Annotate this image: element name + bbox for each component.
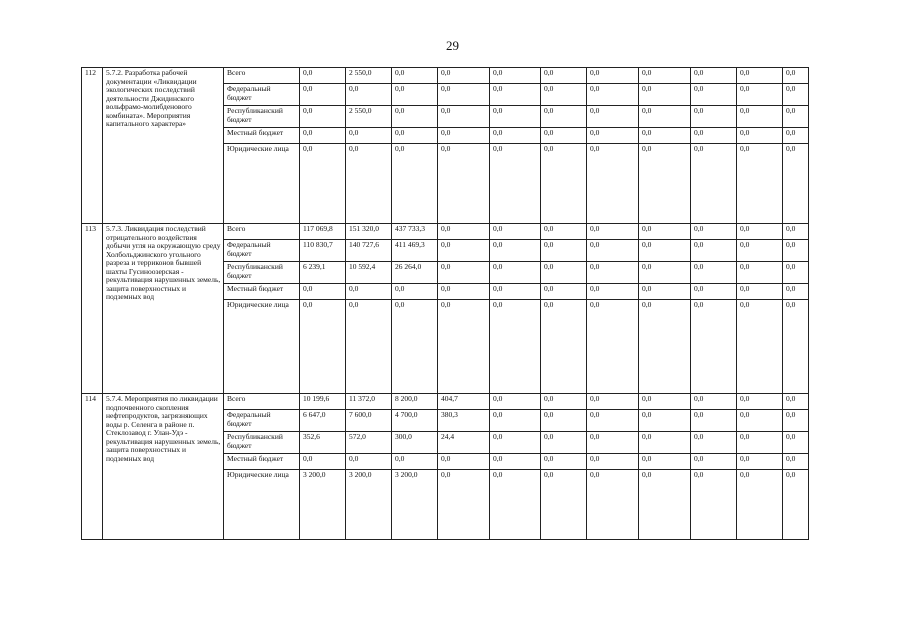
amount-cell: 0,0 — [639, 128, 691, 144]
amount-cell: 0,0 — [639, 300, 691, 394]
amount-cell: 0,0 — [541, 410, 587, 432]
amount-cell: 0,0 — [346, 84, 392, 106]
amount-cell: 0,0 — [392, 84, 438, 106]
amount-cell: 0,0 — [438, 68, 490, 84]
amount-cell: 6 239,1 — [300, 262, 346, 284]
amount-cell: 0,0 — [639, 454, 691, 470]
funding-source: Республиканский бюджет — [224, 262, 300, 284]
amount-cell: 0,0 — [490, 410, 541, 432]
amount-cell: 0,0 — [587, 454, 639, 470]
amount-cell: 0,0 — [783, 394, 809, 410]
amount-cell: 0,0 — [541, 84, 587, 106]
amount-cell: 0,0 — [691, 454, 737, 470]
amount-cell: 0,0 — [541, 144, 587, 224]
funding-source: Юридические лица — [224, 300, 300, 394]
amount-cell: 2 550,0 — [346, 106, 392, 128]
amount-cell: 0,0 — [300, 128, 346, 144]
table-row — [82, 394, 809, 410]
amount-cell: 0,0 — [737, 470, 783, 540]
row-number: 114 — [82, 394, 103, 540]
amount-cell: 0,0 — [300, 68, 346, 84]
amount-cell: 0,0 — [587, 262, 639, 284]
amount-cell: 0,0 — [737, 454, 783, 470]
amount-cell: 0,0 — [438, 128, 490, 144]
amount-cell: 0,0 — [438, 262, 490, 284]
amount-cell: 572,0 — [346, 432, 392, 454]
amount-cell: 0,0 — [300, 84, 346, 106]
amount-cell: 6 647,0 — [300, 410, 346, 432]
amount-cell: 0,0 — [691, 262, 737, 284]
amount-cell: 0,0 — [587, 300, 639, 394]
funding-source: Юридические лица — [224, 470, 300, 540]
row-number: 112 — [82, 68, 103, 224]
amount-cell: 0,0 — [587, 144, 639, 224]
amount-cell: 11 372,0 — [346, 394, 392, 410]
amount-cell: 352,6 — [300, 432, 346, 454]
amount-cell: 0,0 — [737, 262, 783, 284]
amount-cell: 0,0 — [346, 300, 392, 394]
amount-cell: 0,0 — [438, 454, 490, 470]
amount-cell: 0,0 — [639, 144, 691, 224]
funding-source: Федеральный бюджет — [224, 84, 300, 106]
amount-cell: 0,0 — [490, 240, 541, 262]
amount-cell: 0,0 — [490, 284, 541, 300]
amount-cell: 0,0 — [691, 394, 737, 410]
amount-cell: 0,0 — [691, 224, 737, 240]
amount-cell: 0,0 — [639, 394, 691, 410]
measure-name: 5.7.2. Разработка рабочей документации «Ликвидации экологических последствий деятельности Джидинского вольфрамо-молибденового комбината». Мероприятия капитального характера» — [103, 68, 224, 224]
funding-source: Федеральный бюджет — [224, 240, 300, 262]
amount-cell: 0,0 — [639, 410, 691, 432]
amount-cell: 0,0 — [639, 470, 691, 540]
amount-cell: 3 200,0 — [300, 470, 346, 540]
amount-cell: 0,0 — [490, 432, 541, 454]
funding-source: Местный бюджет — [224, 284, 300, 300]
amount-cell: 0,0 — [438, 470, 490, 540]
amount-cell: 0,0 — [392, 106, 438, 128]
amount-cell: 0,0 — [783, 262, 809, 284]
amount-cell: 0,0 — [587, 106, 639, 128]
amount-cell: 0,0 — [639, 262, 691, 284]
amount-cell: 0,0 — [639, 84, 691, 106]
amount-cell: 0,0 — [737, 300, 783, 394]
amount-cell: 0,0 — [691, 284, 737, 300]
amount-cell: 7 600,0 — [346, 410, 392, 432]
amount-cell: 0,0 — [691, 240, 737, 262]
amount-cell: 0,0 — [541, 284, 587, 300]
amount-cell: 0,0 — [392, 284, 438, 300]
amount-cell: 0,0 — [346, 454, 392, 470]
funding-source: Всего — [224, 68, 300, 84]
amount-cell: 0,0 — [541, 68, 587, 84]
amount-cell: 0,0 — [783, 432, 809, 454]
amount-cell: 0,0 — [639, 106, 691, 128]
amount-cell: 0,0 — [737, 410, 783, 432]
amount-cell: 110 830,7 — [300, 240, 346, 262]
amount-cell: 2 550,0 — [346, 68, 392, 84]
amount-cell: 0,0 — [541, 394, 587, 410]
funding-source: Местный бюджет — [224, 454, 300, 470]
amount-cell: 0,0 — [783, 128, 809, 144]
amount-cell: 0,0 — [639, 240, 691, 262]
amount-cell: 151 320,0 — [346, 224, 392, 240]
amount-cell: 0,0 — [346, 128, 392, 144]
amount-cell: 0,0 — [587, 84, 639, 106]
amount-cell: 0,0 — [587, 470, 639, 540]
amount-cell: 0,0 — [490, 394, 541, 410]
amount-cell: 0,0 — [737, 144, 783, 224]
amount-cell: 0,0 — [392, 454, 438, 470]
amount-cell: 0,0 — [691, 410, 737, 432]
amount-cell: 0,0 — [541, 106, 587, 128]
amount-cell: 0,0 — [587, 240, 639, 262]
funding-source: Юридические лица — [224, 144, 300, 224]
funding-source: Всего — [224, 224, 300, 240]
amount-cell: 0,0 — [438, 106, 490, 128]
measure-name: 5.7.3. Ликвидация последствий отрицательного воздействия добычи угля на окружающую среду Холбольджинского угольного разреза и терриконов бывшей шахты Гусиноозерская - рекультивация нарушенных земель, защита поверхностных и подземных вод — [103, 224, 224, 394]
table-row — [82, 224, 809, 240]
amount-cell: 0,0 — [737, 68, 783, 84]
amount-cell: 0,0 — [300, 284, 346, 300]
amount-cell: 0,0 — [490, 454, 541, 470]
amount-cell: 10 592,4 — [346, 262, 392, 284]
amount-cell: 0,0 — [587, 432, 639, 454]
amount-cell: 411 469,3 — [392, 240, 438, 262]
amount-cell: 0,0 — [541, 470, 587, 540]
amount-cell: 0,0 — [737, 394, 783, 410]
amount-cell: 0,0 — [783, 224, 809, 240]
amount-cell: 0,0 — [490, 470, 541, 540]
amount-cell: 0,0 — [691, 300, 737, 394]
funding-source: Всего — [224, 394, 300, 410]
amount-cell: 0,0 — [783, 284, 809, 300]
amount-cell: 0,0 — [490, 224, 541, 240]
amount-cell: 0,0 — [691, 128, 737, 144]
amount-cell: 0,0 — [541, 262, 587, 284]
amount-cell: 0,0 — [587, 224, 639, 240]
amount-cell: 0,0 — [639, 224, 691, 240]
amount-cell: 0,0 — [490, 128, 541, 144]
measure-name: 5.7.4. Мероприятия по ликвидации подпочвенного скопления нефтепродуктов, загрязняющих воды р. Селенга в районе п. Стеклозавод г. Улан-Удэ - рекультивация нарушенных земель, защита поверхностных и подземных вод — [103, 394, 224, 540]
amount-cell: 0,0 — [438, 300, 490, 394]
amount-cell: 0,0 — [783, 240, 809, 262]
amount-cell: 0,0 — [438, 284, 490, 300]
amount-cell: 0,0 — [438, 224, 490, 240]
amount-cell: 0,0 — [587, 128, 639, 144]
amount-cell: 0,0 — [737, 106, 783, 128]
amount-cell: 0,0 — [346, 144, 392, 224]
amount-cell: 0,0 — [300, 454, 346, 470]
amount-cell: 404,7 — [438, 394, 490, 410]
amount-cell: 0,0 — [783, 68, 809, 84]
amount-cell: 0,0 — [639, 68, 691, 84]
amount-cell: 8 200,0 — [392, 394, 438, 410]
amount-cell: 0,0 — [737, 128, 783, 144]
amount-cell: 0,0 — [691, 470, 737, 540]
funding-table — [81, 67, 809, 540]
amount-cell: 0,0 — [691, 144, 737, 224]
amount-cell: 0,0 — [783, 454, 809, 470]
row-number: 113 — [82, 224, 103, 394]
amount-cell: 140 727,6 — [346, 240, 392, 262]
amount-cell: 0,0 — [639, 432, 691, 454]
amount-cell: 0,0 — [783, 106, 809, 128]
amount-cell: 4 700,0 — [392, 410, 438, 432]
amount-cell: 0,0 — [541, 454, 587, 470]
amount-cell: 0,0 — [587, 68, 639, 84]
amount-cell: 0,0 — [392, 68, 438, 84]
amount-cell: 0,0 — [541, 432, 587, 454]
table-row — [82, 68, 809, 84]
amount-cell: 0,0 — [737, 284, 783, 300]
amount-cell: 0,0 — [691, 68, 737, 84]
amount-cell: 0,0 — [691, 432, 737, 454]
amount-cell: 0,0 — [587, 284, 639, 300]
amount-cell: 0,0 — [737, 432, 783, 454]
amount-cell: 0,0 — [783, 470, 809, 540]
amount-cell: 0,0 — [587, 410, 639, 432]
amount-cell: 380,3 — [438, 410, 490, 432]
amount-cell: 3 200,0 — [392, 470, 438, 540]
funding-source: Местный бюджет — [224, 128, 300, 144]
funding-source: Федеральный бюджет — [224, 410, 300, 432]
amount-cell: 0,0 — [438, 240, 490, 262]
amount-cell: 0,0 — [300, 300, 346, 394]
amount-cell: 0,0 — [490, 300, 541, 394]
amount-cell: 0,0 — [300, 106, 346, 128]
amount-cell: 0,0 — [737, 224, 783, 240]
amount-cell: 0,0 — [490, 262, 541, 284]
amount-cell: 117 069,8 — [300, 224, 346, 240]
amount-cell: 437 733,3 — [392, 224, 438, 240]
amount-cell: 10 199,6 — [300, 394, 346, 410]
amount-cell: 0,0 — [541, 300, 587, 394]
amount-cell: 0,0 — [639, 284, 691, 300]
amount-cell: 0,0 — [737, 84, 783, 106]
amount-cell: 0,0 — [737, 240, 783, 262]
page-number: 29 — [446, 38, 459, 53]
amount-cell: 0,0 — [346, 284, 392, 300]
amount-cell: 0,0 — [783, 84, 809, 106]
amount-cell: 0,0 — [783, 300, 809, 394]
amount-cell: 0,0 — [541, 128, 587, 144]
amount-cell: 0,0 — [691, 106, 737, 128]
amount-cell: 300,0 — [392, 432, 438, 454]
amount-cell: 0,0 — [541, 224, 587, 240]
amount-cell: 24,4 — [438, 432, 490, 454]
amount-cell: 26 264,0 — [392, 262, 438, 284]
amount-cell: 0,0 — [392, 144, 438, 224]
amount-cell: 0,0 — [490, 84, 541, 106]
amount-cell: 3 200,0 — [346, 470, 392, 540]
amount-cell: 0,0 — [587, 394, 639, 410]
amount-cell: 0,0 — [392, 128, 438, 144]
amount-cell: 0,0 — [541, 240, 587, 262]
amount-cell: 0,0 — [490, 68, 541, 84]
amount-cell: 0,0 — [490, 144, 541, 224]
amount-cell: 0,0 — [490, 106, 541, 128]
amount-cell: 0,0 — [783, 144, 809, 224]
amount-cell: 0,0 — [691, 84, 737, 106]
amount-cell: 0,0 — [392, 300, 438, 394]
amount-cell: 0,0 — [438, 84, 490, 106]
amount-cell: 0,0 — [300, 144, 346, 224]
amount-cell: 0,0 — [438, 144, 490, 224]
amount-cell: 0,0 — [783, 410, 809, 432]
funding-source: Республиканский бюджет — [224, 432, 300, 454]
funding-source: Республиканский бюджет — [224, 106, 300, 128]
